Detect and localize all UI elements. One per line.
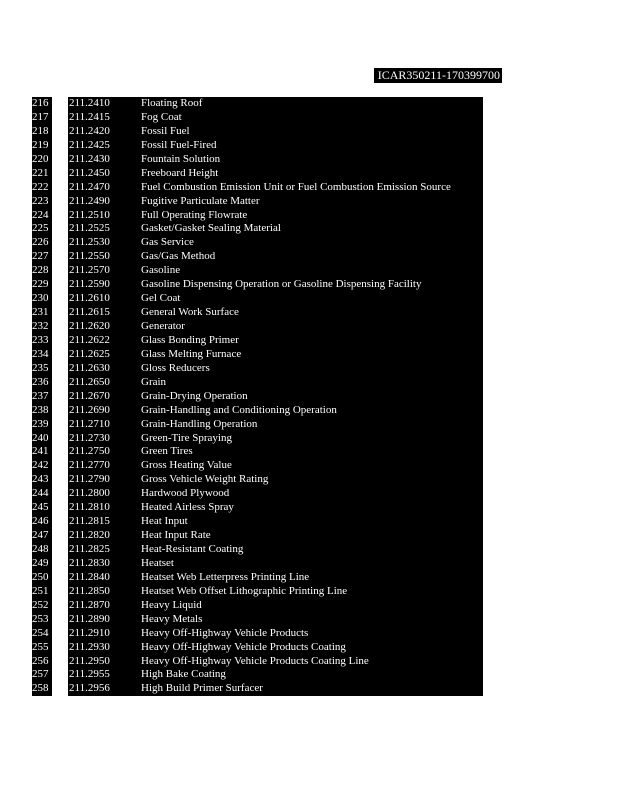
row-number: 222: [32, 181, 52, 195]
table-row: [32, 501, 482, 515]
section-code: 211.2825: [68, 543, 151, 557]
table-row: [32, 390, 482, 404]
row-number: 228: [32, 264, 52, 278]
defined-term: Heatset: [140, 557, 483, 571]
row-number: 246: [32, 515, 52, 529]
column-gap: [52, 209, 68, 223]
table-row: [32, 599, 482, 613]
section-code: 211.2650: [68, 376, 151, 390]
table-row: [32, 668, 482, 682]
column-gap: [52, 181, 68, 195]
section-code: 211.2850: [68, 585, 151, 599]
row-number: 252: [32, 599, 52, 613]
section-code: 211.2790: [68, 473, 151, 487]
table-row: [32, 515, 482, 529]
row-number: 224: [32, 209, 52, 223]
row-number: 240: [32, 432, 52, 446]
column-gap: [52, 515, 68, 529]
defined-term: Heat Input: [140, 515, 483, 529]
row-number: 245: [32, 501, 52, 515]
table-row: [32, 139, 482, 153]
column-gap: [52, 320, 68, 334]
row-number: 218: [32, 125, 52, 139]
column-gap: [52, 376, 68, 390]
defined-term: Gas Service: [140, 236, 483, 250]
row-number: 236: [32, 376, 52, 390]
defined-term: Heatset Web Offset Lithographic Printing Line: [140, 585, 483, 599]
defined-term: Gasoline Dispensing Operation or Gasoline Dispensing Facility: [140, 278, 483, 292]
table-row: [32, 585, 482, 599]
defined-term: Grain-Handling and Conditioning Operation: [140, 404, 483, 418]
column-gap: [52, 222, 68, 236]
section-code: 211.2490: [68, 195, 151, 209]
column-gap: [52, 627, 68, 641]
table-row: [32, 627, 482, 641]
section-code: 211.2830: [68, 557, 151, 571]
row-number: 225: [32, 222, 52, 236]
defined-term: Gel Coat: [140, 292, 483, 306]
column-gap: [52, 167, 68, 181]
defined-term: Heavy Liquid: [140, 599, 483, 613]
section-code: 211.2690: [68, 404, 151, 418]
row-number: 226: [32, 236, 52, 250]
defined-term: Heatset Web Letterpress Printing Line: [140, 571, 483, 585]
row-number: 243: [32, 473, 52, 487]
section-code: 211.2770: [68, 459, 151, 473]
defined-term: Glass Bonding Primer: [140, 334, 483, 348]
defined-term: Fog Coat: [140, 111, 483, 125]
table-row: [32, 445, 482, 459]
defined-term: Grain: [140, 376, 483, 390]
column-gap: [52, 139, 68, 153]
defined-term: Green Tires: [140, 445, 483, 459]
section-code: 211.2870: [68, 599, 151, 613]
section-code: 211.2450: [68, 167, 151, 181]
column-gap: [52, 641, 68, 655]
row-number: 219: [32, 139, 52, 153]
definitions-table: [32, 97, 482, 696]
defined-term: Fossil Fuel: [140, 125, 483, 139]
column-gap: [52, 111, 68, 125]
column-gap: [52, 334, 68, 348]
defined-term: Fountain Solution: [140, 153, 483, 167]
row-number: 253: [32, 613, 52, 627]
section-code: 211.2425: [68, 139, 151, 153]
section-code: 211.2415: [68, 111, 151, 125]
row-number: 255: [32, 641, 52, 655]
row-number: 237: [32, 390, 52, 404]
section-code: 211.2550: [68, 250, 151, 264]
defined-term: Gross Vehicle Weight Rating: [140, 473, 483, 487]
defined-term: Floating Roof: [140, 97, 483, 111]
defined-term: Freeboard Height: [140, 167, 483, 181]
defined-term: Green-Tire Spraying: [140, 432, 483, 446]
column-gap: [52, 278, 68, 292]
section-code: 211.2625: [68, 348, 151, 362]
row-number: 217: [32, 111, 52, 125]
column-gap: [52, 585, 68, 599]
defined-term: Gas/Gas Method: [140, 250, 483, 264]
table-row: [32, 195, 482, 209]
section-code: 211.2670: [68, 390, 151, 404]
column-gap: [52, 195, 68, 209]
row-number: 250: [32, 571, 52, 585]
table-row: [32, 264, 482, 278]
table-row: [32, 334, 482, 348]
column-gap: [52, 306, 68, 320]
column-gap: [52, 487, 68, 501]
section-code: 211.2730: [68, 432, 151, 446]
table-row: [32, 557, 482, 571]
column-gap: [52, 445, 68, 459]
table-row: [32, 236, 482, 250]
defined-term: Heat-Resistant Coating: [140, 543, 483, 557]
section-code: 211.2955: [68, 668, 151, 682]
table-row: [32, 181, 482, 195]
column-gap: [52, 362, 68, 376]
row-number: 244: [32, 487, 52, 501]
row-number: 256: [32, 655, 52, 669]
table-row: [32, 111, 482, 125]
row-number: 229: [32, 278, 52, 292]
row-number: 231: [32, 306, 52, 320]
section-code: 211.2930: [68, 641, 151, 655]
section-code: 211.2890: [68, 613, 151, 627]
row-number: 227: [32, 250, 52, 264]
section-code: 211.2410: [68, 97, 151, 111]
section-code: 211.2615: [68, 306, 151, 320]
table-row: [32, 209, 482, 223]
table-row: [32, 222, 482, 236]
row-number: 239: [32, 418, 52, 432]
column-gap: [52, 348, 68, 362]
table-row: [32, 543, 482, 557]
column-gap: [52, 655, 68, 669]
row-number: 248: [32, 543, 52, 557]
defined-term: Heavy Off-Highway Vehicle Products Coating Line: [140, 655, 483, 669]
table-row: [32, 473, 482, 487]
column-gap: [52, 418, 68, 432]
defined-term: Gasoline: [140, 264, 483, 278]
row-number: 241: [32, 445, 52, 459]
defined-term: Heavy Off-Highway Vehicle Products Coating: [140, 641, 483, 655]
row-number: 249: [32, 557, 52, 571]
column-gap: [52, 571, 68, 585]
section-code: 211.2750: [68, 445, 151, 459]
defined-term: Gasket/Gasket Sealing Material: [140, 222, 483, 236]
table-row: [32, 125, 482, 139]
row-number: 235: [32, 362, 52, 376]
table-row: [32, 571, 482, 585]
defined-term: Fugitive Particulate Matter: [140, 195, 483, 209]
row-number: 220: [32, 153, 52, 167]
column-gap: [52, 473, 68, 487]
row-number: 233: [32, 334, 52, 348]
column-gap: [52, 404, 68, 418]
section-code: 211.2590: [68, 278, 151, 292]
section-code: 211.2510: [68, 209, 151, 223]
row-number: 254: [32, 627, 52, 641]
column-gap: [52, 153, 68, 167]
column-gap: [52, 292, 68, 306]
row-number: 232: [32, 320, 52, 334]
defined-term: Hardwood Plywood: [140, 487, 483, 501]
table-row: [32, 362, 482, 376]
row-number: 221: [32, 167, 52, 181]
table-row: [32, 404, 482, 418]
table-row: [32, 641, 482, 655]
row-number: 258: [32, 682, 52, 696]
section-code: 211.2530: [68, 236, 151, 250]
table-row: [32, 97, 482, 111]
table-row: [32, 682, 482, 696]
defined-term: Generator: [140, 320, 483, 334]
row-number: 230: [32, 292, 52, 306]
row-number: 257: [32, 668, 52, 682]
table-row: [32, 376, 482, 390]
table-row: [32, 418, 482, 432]
defined-term: Heavy Off-Highway Vehicle Products: [140, 627, 483, 641]
defined-term: Heat Input Rate: [140, 529, 483, 543]
column-gap: [52, 543, 68, 557]
column-gap: [52, 390, 68, 404]
column-gap: [52, 236, 68, 250]
column-gap: [52, 557, 68, 571]
section-code: 211.2800: [68, 487, 151, 501]
column-gap: [52, 613, 68, 627]
defined-term: Fuel Combustion Emission Unit or Fuel Combustion Emission Source: [140, 181, 483, 195]
table-row: [32, 292, 482, 306]
section-code: 211.2630: [68, 362, 151, 376]
defined-term: Grain-Handling Operation: [140, 418, 483, 432]
table-row: [32, 459, 482, 473]
defined-term: Gloss Reducers: [140, 362, 483, 376]
table-row: [32, 613, 482, 627]
document-id: ICAR350211-170399700: [374, 68, 502, 83]
row-number: 242: [32, 459, 52, 473]
column-gap: [52, 529, 68, 543]
defined-term: Glass Melting Furnace: [140, 348, 483, 362]
section-code: 211.2620: [68, 320, 151, 334]
section-code: 211.2910: [68, 627, 151, 641]
column-gap: [52, 125, 68, 139]
section-code: 211.2470: [68, 181, 151, 195]
section-code: 211.2950: [68, 655, 151, 669]
section-code: 211.2815: [68, 515, 151, 529]
section-code: 211.2810: [68, 501, 151, 515]
column-gap: [52, 432, 68, 446]
defined-term: Fossil Fuel-Fired: [140, 139, 483, 153]
section-code: 211.2840: [68, 571, 151, 585]
section-code: 211.2610: [68, 292, 151, 306]
section-code: 211.2956: [68, 682, 151, 696]
table-row: [32, 167, 482, 181]
row-number: 251: [32, 585, 52, 599]
column-gap: [52, 599, 68, 613]
defined-term: Gross Heating Value: [140, 459, 483, 473]
table-row: [32, 487, 482, 501]
column-gap: [52, 264, 68, 278]
section-code: 211.2430: [68, 153, 151, 167]
section-code: 211.2622: [68, 334, 151, 348]
table-row: [32, 655, 482, 669]
defined-term: High Bake Coating: [140, 668, 483, 682]
row-number: 223: [32, 195, 52, 209]
defined-term: Grain-Drying Operation: [140, 390, 483, 404]
section-code: 211.2570: [68, 264, 151, 278]
column-gap: [52, 459, 68, 473]
table-row: [32, 529, 482, 543]
table-row: [32, 153, 482, 167]
row-number: 247: [32, 529, 52, 543]
defined-term: High Build Primer Surfacer: [140, 682, 483, 696]
defined-term: Heated Airless Spray: [140, 501, 483, 515]
table-row: [32, 320, 482, 334]
defined-term: Heavy Metals: [140, 613, 483, 627]
row-number: 216: [32, 97, 52, 111]
table-row: [32, 306, 482, 320]
column-gap: [52, 97, 68, 111]
row-number: 238: [32, 404, 52, 418]
column-gap: [52, 250, 68, 264]
section-code: 211.2525: [68, 222, 151, 236]
section-code: 211.2420: [68, 125, 151, 139]
column-gap: [52, 682, 68, 696]
column-gap: [52, 501, 68, 515]
column-gap: [52, 668, 68, 682]
table-row: [32, 432, 482, 446]
table-row: [32, 250, 482, 264]
table-row: [32, 278, 482, 292]
defined-term: Full Operating Flowrate: [140, 209, 483, 223]
row-number: 234: [32, 348, 52, 362]
section-code: 211.2820: [68, 529, 151, 543]
defined-term: General Work Surface: [140, 306, 483, 320]
table-row: [32, 348, 482, 362]
section-code: 211.2710: [68, 418, 151, 432]
